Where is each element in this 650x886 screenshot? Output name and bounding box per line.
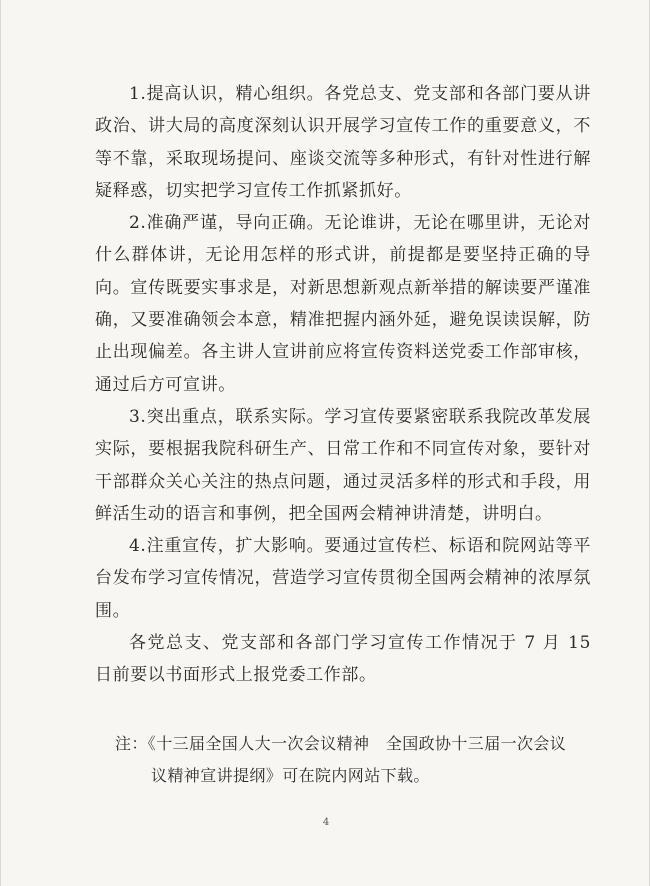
footnote-line-1: 注：《十三届全国人大一次会议精神 全国政协十三届一次会议	[115, 734, 567, 753]
paragraph-2: 2.准确严谨，导向正确。无论谁讲，无论在哪里讲，无论对什么群体讲，无论用怎样的形式讲，前提都是要坚持正确的导向。宣传既要实事求是，对新思想新观点新举措的解读要严谨准确，又要准确领会本意，精准把握内涵外延，避免误读误解，防止出现偏差。各主讲人宣讲前应将宣传资料送党委工作部审核，通过后方可宣讲。	[95, 213, 591, 395]
paragraph-1: 1.提高认识，精心组织。各党总支、党支部和各部门要从讲政治、讲大局的高度深刻认识开展学习宣传工作的重要意义，不等不靠，采取现场提问、座谈交流等多种形式，有针对性进行解疑释惑，切实把学习宣传工作抓紧抓好。	[95, 84, 591, 201]
paragraph-3: 3.突出重点，联系实际。学习宣传要紧密联系我院改革发展实际，要根据我院科研生产、日常工作和不同宣传对象，要针对干部群众关心关注的热点问题，通过灵活多样的形式和手段，用鲜活生动的语言和事例，把全国两会精神讲清楚，讲明白。	[95, 406, 591, 524]
paragraph-5: 各党总支、党支部和各部门学习宣传工作情况于 7 月 15 日前要以书面形式上报党委工作部。	[95, 633, 591, 686]
footnote-line-2: 议精神宣讲提纲》可在院内网站下载。	[151, 766, 430, 785]
paragraph-4: 4.注重宣传，扩大影响。要通过宣传栏、标语和院网站等平台发布学习宣传情况，营造学习宣传贯彻全国两会精神的浓厚氛围。	[95, 536, 591, 621]
page-number: 4	[322, 817, 330, 828]
footnote	[105, 728, 591, 792]
document-body	[95, 78, 591, 692]
